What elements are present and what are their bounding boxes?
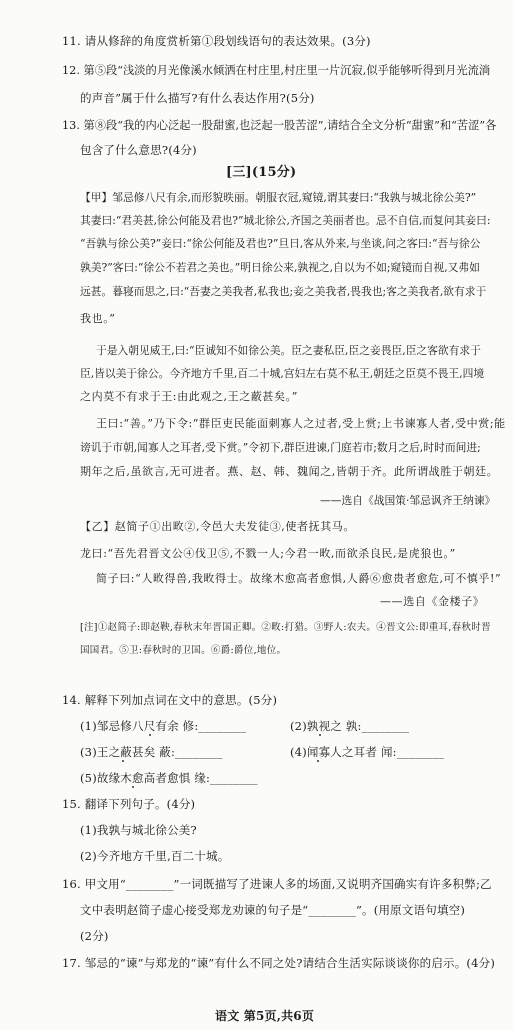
passage-yi-line: 龙曰:“吾先君晋文公④伐卫⑤,不戮一人;今君一畋,而欲杀良民,是虎狼也。” — [80, 547, 456, 560]
question-14-item: (3)王之蔽甚矣 蔽:________ — [80, 745, 223, 759]
passage-jia-line: 之内莫不有求于王:由此观之,王之蔽甚矣。” — [80, 390, 298, 403]
question-15-stem: 15. 翻译下列句子。(4分) — [62, 797, 196, 811]
passage-jia-line: “吾孰与徐公美?”妾曰:“徐公何能及君也?”旦日,客从外来,与坐谈,问之客曰:“吾与徐公 — [80, 237, 481, 250]
passage-jia-line: 孰美?”客曰:“徐公不若君之美也。”明日徐公来,孰视之,自以为不如;窥镜而自视,又弗如 — [80, 261, 480, 274]
question-14-stem: 14. 解释下列加点词在文中的意思。(5分) — [62, 693, 278, 707]
question-14-item: (4)闻寡人之耳者 闻:________ — [290, 745, 445, 759]
footnote-line: 国国君。⑤卫:春秋时的卫国。⑥爵:爵位,地位。 — [80, 645, 287, 656]
section-heading: [三](15分) — [226, 165, 297, 180]
question-15-item: (1)我孰与城北徐公美? — [80, 823, 197, 837]
question-14-item: (5)故缘木愈高者愈惧 缘:________ — [80, 771, 258, 785]
passage-jia-line: 王曰:“善。”乃下令:“群臣吏民能面刺寡人之过者,受上赏;上书谏寡人者,受中赏;能 — [96, 417, 506, 430]
question-17: 17. 邹忌的“谏”与郑龙的“谏”有什么不同之处?请结合生活实际谈谈你的启示。(4分) — [62, 956, 496, 970]
passage-jia-line: 【甲】邹忌修八尺有余,而形貌昳丽。朝服衣冠,窥镜,谓其妻曰:“我孰与城北徐公美?” — [80, 191, 477, 204]
passage-jia-line: 谤讥于市朝,闻寡人之耳者,受下赏。”令初下,群臣进谏,门庭若市;数月之后,时时而间进; — [80, 441, 481, 454]
page-footer: 语文 第5页,共6页 — [215, 1009, 315, 1023]
emphasis-dot — [319, 734, 321, 736]
question-15-item: (2)今齐地方千里,百二十城。 — [80, 849, 230, 863]
passage-yi-line: 【乙】赵简子①出畋②,令邑大夫发徒③,使者抚其马。 — [80, 520, 355, 533]
question-12-line2: 的声音”属于什么描写?有什么表达作用?(5分) — [80, 91, 315, 105]
question-14-item: (2)孰视之 孰:________ — [290, 719, 410, 733]
emphasis-dot — [132, 786, 134, 788]
question-11: 11. 请从修辞的角度赏析第①段划线语句的表达效果。(3分) — [62, 34, 371, 48]
passage-jia-line: 于是入朝见威王,曰:“臣诚知不如徐公美。臣之妻私臣,臣之妾畏臣,臣之客欲有求于 — [96, 344, 481, 357]
emphasis-dot — [122, 760, 124, 762]
passage-jia-line: 期年之后,虽欲言,无可进者。燕、赵、韩、魏闻之,皆朝于齐。此所谓战胜于朝廷。 — [80, 465, 499, 478]
passage-jia-line: 臣,皆以美于徐公。今齐地方千里,百二十城,宫妇左右莫不私王,朝廷之臣莫不畏王,四境 — [80, 367, 485, 380]
question-14-item: (1)邹忌修八尺有余 修:________ — [80, 719, 247, 733]
passage-jia-line: 其妻曰:“君美甚,徐公何能及君也?”城北徐公,齐国之美丽者也。忌不自信,而复问其妾曰: — [80, 214, 491, 227]
question-13-line2: 包含了什么意思?(4分) — [80, 143, 197, 157]
question-16-line1: 16. 甲文用“________”一词既描写了进谏人多的场面,又说明齐国确实有许多积弊;乙 — [62, 877, 492, 891]
question-16-line2: 文中表明赵简子虚心接受郑龙劝谏的句子是“________”。(用原文语句填空) — [80, 903, 466, 917]
passage-jia-line: 我也。” — [80, 312, 116, 325]
question-16-line3: (2分) — [80, 929, 109, 943]
passage-yi-line: 简子曰:“人畋得兽,我畋得士。故缘木愈高者愈惧,人爵⑥愈贵者愈危,可不慎乎!” — [96, 572, 502, 585]
passage-jia-source: ——选自《战国策·邹忌讽齐王纳谏》 — [320, 494, 496, 507]
emphasis-dot — [317, 760, 319, 762]
passage-yi-source: ——选自《金楼子》 — [380, 595, 485, 608]
question-12-line1: 12. 第⑤段“浅淡的月光像溪水倾洒在村庄里,村庄里一片沉寂,似乎能够听得到月光流淌 — [62, 64, 491, 77]
emphasis-dot — [149, 734, 151, 736]
passage-jia-line: 远甚。暮寝而思之,曰:“吾妻之美我者,私我也;妾之美我者,畏我也;客之美我者,欲有求于 — [80, 285, 487, 298]
footnote-line: [注]①赵简子:即赵鞅,春秋末年晋国正卿。②畋:打猎。③野人:农夫。④晋文公:即重耳,春秋时晋 — [80, 622, 491, 633]
question-13-line1: 13. 第⑧段“我的内心泛起一股甜蜜,也泛起一股苦涩”,请结合全文分析“甜蜜”和“苦涩”各 — [62, 119, 497, 132]
